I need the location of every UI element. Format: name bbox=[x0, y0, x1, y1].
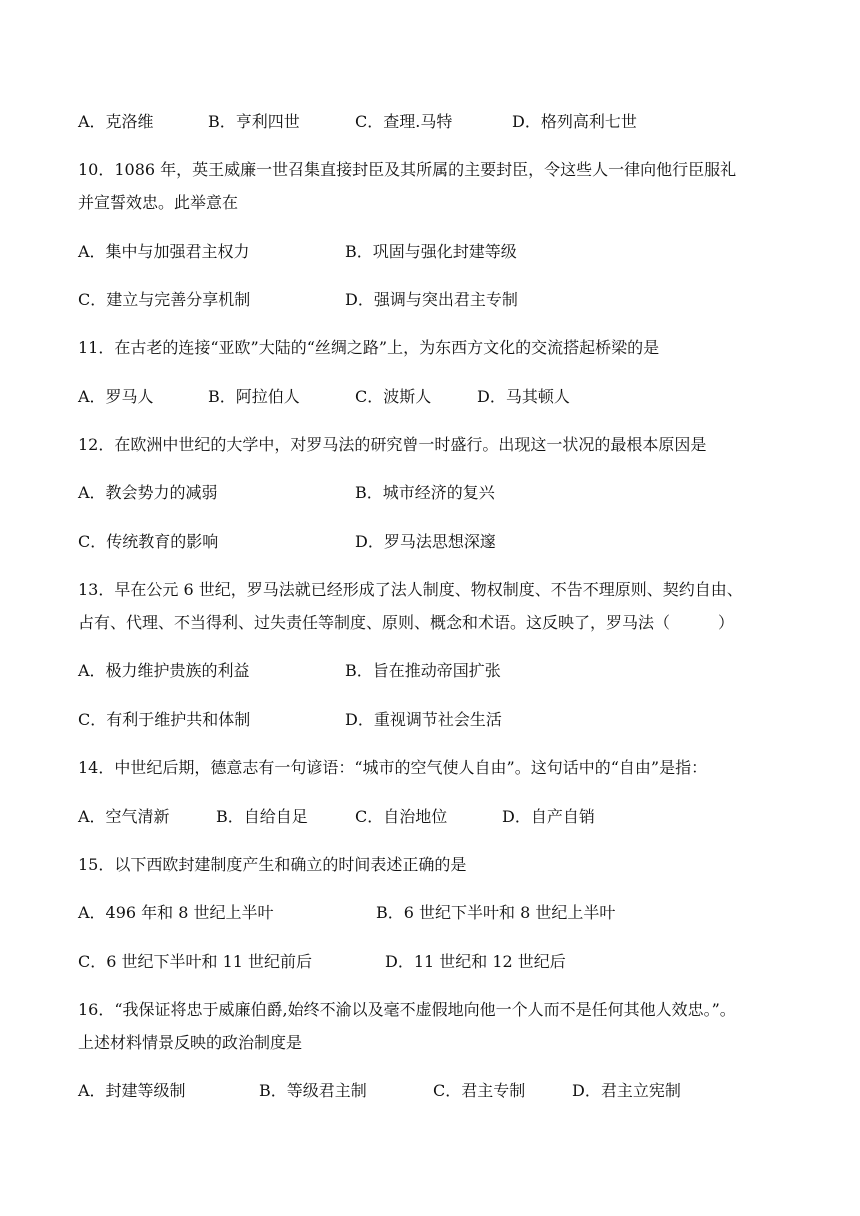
q11-option-d: D．马其顿人 bbox=[477, 387, 570, 406]
q13-option-d: D．重视调节社会生活 bbox=[345, 710, 502, 729]
q10-option-c: C．建立与完善分享机制 bbox=[78, 290, 251, 309]
q15-option-d: D．11 世纪和 12 世纪后 bbox=[385, 952, 566, 971]
q12-option-c: C．传统教育的影响 bbox=[78, 532, 219, 551]
q12-option-b: B．城市经济的复兴 bbox=[355, 483, 495, 502]
q10-option-d: D．强调与突出君主专制 bbox=[345, 290, 518, 309]
q16-option-c: C．君主专制 bbox=[433, 1081, 526, 1100]
q11-option-b: B．阿拉伯人 bbox=[208, 387, 300, 406]
q12-option-a: A．教会势力的减弱 bbox=[78, 483, 218, 502]
q9-option-b: B．亨利四世 bbox=[208, 112, 300, 131]
q13-stem-line2: 占有、代理、不当得利、过失责任等制度、原则、概念和术语。这反映了，罗马法（ ） bbox=[78, 613, 735, 632]
q15-option-a: A．496 年和 8 世纪上半叶 bbox=[78, 903, 274, 922]
q10-option-b: B．巩固与强化封建等级 bbox=[345, 242, 517, 261]
q16-option-b: B．等级君主制 bbox=[259, 1081, 367, 1100]
q13-option-a: A．极力维护贵族的利益 bbox=[78, 661, 250, 680]
q14-option-d: D．自产自销 bbox=[502, 807, 595, 826]
q11-option-a: A．罗马人 bbox=[78, 387, 154, 406]
q15-stem: 15．以下西欧封建制度产生和确立的时间表述正确的是 bbox=[78, 855, 467, 874]
q10-option-a: A．集中与加强君主权力 bbox=[78, 242, 250, 261]
q11-option-c: C．波斯人 bbox=[355, 387, 432, 406]
q16-option-d: D．君主立宪制 bbox=[572, 1081, 681, 1100]
q13-option-b: B．旨在推动帝国扩张 bbox=[345, 661, 501, 680]
q9-option-c: C．查理.马特 bbox=[355, 112, 453, 131]
q11-stem: 11．在古老的连接“亚欧”大陆的“丝绸之路”上，为东西方文化的交流搭起桥梁的是 bbox=[78, 338, 660, 357]
q15-option-c: C．6 世纪下半叶和 11 世纪前后 bbox=[78, 952, 313, 971]
q13-option-c: C．有利于维护共和体制 bbox=[78, 710, 251, 729]
q9-option-d: D．格列高利七世 bbox=[512, 112, 637, 131]
q15-option-b: B．6 世纪下半叶和 8 世纪上半叶 bbox=[376, 903, 616, 922]
q16-stem-line1: 16．“我保证将忠于威廉伯爵,始终不渝以及毫不虚假地向他一个人而不是任何其他人效忠。”。 bbox=[78, 1000, 736, 1019]
q10-stem-line1: 10．1086 年，英王威廉一世召集直接封臣及其所属的主要封臣，令这些人一律向他行臣服礼 bbox=[78, 160, 737, 179]
q14-option-b: B．自给自足 bbox=[216, 807, 308, 826]
q16-option-a: A．封建等级制 bbox=[78, 1081, 186, 1100]
q12-option-d: D．罗马法思想深邃 bbox=[355, 532, 496, 551]
q14-option-a: A．空气清新 bbox=[78, 807, 170, 826]
q16-stem-line2: 上述材料情景反映的政治制度是 bbox=[78, 1033, 303, 1052]
q14-stem: 14．中世纪后期，德意志有一句谚语：“城市的空气使人自由”。这句话中的“自由”是指： bbox=[78, 758, 708, 777]
q14-option-c: C．自治地位 bbox=[355, 807, 448, 826]
q13-stem-line1: 13．早在公元 6 世纪，罗马法就已经形成了法人制度、物权制度、不告不理原则、契约自由、 bbox=[78, 580, 743, 599]
q9-option-a: A．克洛维 bbox=[78, 112, 154, 131]
q12-stem: 12．在欧洲中世纪的大学中，对罗马法的研究曾一时盛行。出现这一状况的最根本原因是 bbox=[78, 435, 707, 454]
q10-stem-line2: 并宣誓效忠。此举意在 bbox=[78, 193, 239, 212]
